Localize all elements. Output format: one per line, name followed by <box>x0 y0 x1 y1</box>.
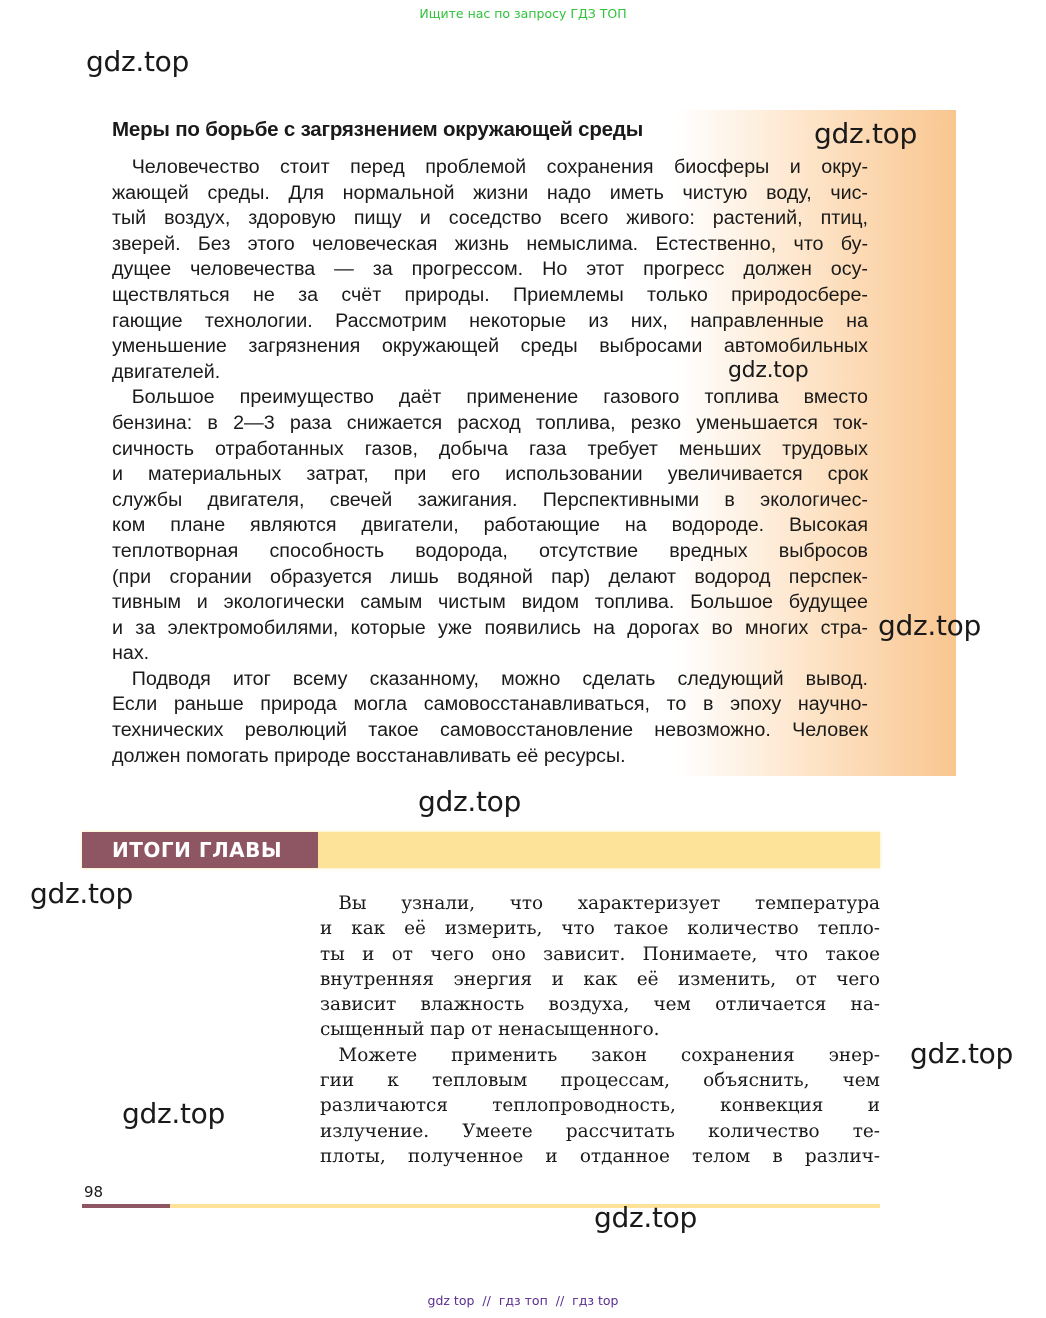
text-line: технических революций такое самовосстановление невозможно. Человек <box>112 719 868 742</box>
text-line: Можете применить закон сохранения энер- <box>320 1044 880 1066</box>
text-line: сыщенный пар от ненасыщенного. <box>320 1019 660 1041</box>
text-line: плоты, полученное и отданное телом в различ- <box>320 1145 880 1167</box>
chapter-summary-heading: ИТОГИ ГЛАВЫ <box>82 832 318 868</box>
text-line: Человечество стоит перед проблемой сохранения биосферы и окру- <box>112 156 868 178</box>
text-line: бензина: в 2—3 раза снижается расход топлива, резко уменьшается ток- <box>112 411 868 434</box>
link-gdz-top-mixed[interactable]: гдз top <box>572 1293 619 1308</box>
text-line: Подводя итог всему сказанному, можно сделать следующий вывод. <box>112 667 868 690</box>
text-line: зависит влажность воздуха, чем отличается на- <box>320 994 880 1016</box>
text-line: сичность отработанных газов, добыча газа требует меньших трудовых <box>112 437 868 460</box>
watermark-text: gdz.top <box>728 358 809 383</box>
link-gdz-top-ru[interactable]: гдз топ <box>498 1293 548 1308</box>
text-line: уменьшение загрязнения окружающей среды выбросами автомобильных <box>112 335 868 358</box>
text-line: должен помогать природе восстанавливать её ресурсы. <box>112 744 626 767</box>
watermark-text: gdz.top <box>122 1097 225 1130</box>
link-gdz-top[interactable]: gdz top <box>427 1293 475 1308</box>
text-line: различаются теплопроводность, конвекция и <box>320 1095 880 1117</box>
watermark-text: gdz.top <box>30 877 133 910</box>
text-line: ком плане являются двигатели, работающие на водороде. Высокая <box>112 514 868 537</box>
text-line: Вы узнали, что характеризует температура <box>320 893 880 914</box>
page-number: 98 <box>84 1183 104 1201</box>
text-line: внутренняя энергия и как её изменить, от чего <box>320 968 880 990</box>
text-line: Если раньше природа могла самовосстанавливаться, то в эпоху научно- <box>112 693 868 716</box>
footer-rule-accent <box>82 1204 170 1208</box>
text-line: дущее человечества — за прогрессом. Но этот прогресс должен осу- <box>112 258 868 281</box>
watermark-text: gdz.top <box>418 785 521 818</box>
separator: // <box>555 1293 565 1308</box>
text-line: ты и от чего оно зависит. Понимаете, что такое <box>320 943 880 965</box>
watermark-text: gdz.top <box>814 117 917 150</box>
watermark-text: gdz.top <box>86 45 189 78</box>
text-line: (при сгорании образуется лишь водяной пар) делают водород перспек- <box>112 565 868 588</box>
text-line: ществляться не за счёт природы. Приемлемы только природосбере- <box>112 283 868 306</box>
watermark-text: gdz.top <box>910 1037 1013 1070</box>
bottom-links <box>0 1293 1046 1308</box>
watermark-text: gdz.top <box>878 609 981 642</box>
text-line: тый воздух, здоровую пищу и соседство всего живого: растений, птиц, <box>112 207 868 230</box>
text-line: тивным и экологически самым чистым видом топлива. Большое будущее <box>112 591 868 614</box>
text-line: гающие технологии. Рассмотрим некоторые из них, направленные на <box>112 309 868 332</box>
text-line: Большое преимущество даёт применение газового топлива вместо <box>112 386 868 409</box>
text-line: службы двигателя, свечей зажигания. Перспективными в экологичес- <box>112 488 868 511</box>
chapter-summary-text <box>320 891 880 1169</box>
text-line: и материальных затрат, при его использовании увеличивается срок <box>112 463 868 486</box>
text-line: гии к тепловым процессам, объяснить, чем <box>320 1070 880 1092</box>
text-line: и за электромобилями, которые уже появились на дорогах во многих стра- <box>112 616 868 639</box>
text-line: зверей. Без этого человеческая жизнь немыслима. Естественно, что бу- <box>112 232 868 255</box>
watermark-text: gdz.top <box>594 1201 697 1234</box>
text-line: излучение. Умеете рассчитать количество те- <box>320 1120 880 1142</box>
text-line: жающей среды. Для нормальной жизни надо иметь чистую воду, чис- <box>112 181 868 204</box>
separator: // <box>482 1293 491 1308</box>
section-body <box>112 155 868 769</box>
text-line: нах. <box>112 642 150 665</box>
section-title: Меры по борьбе с загрязнением окружающей среды <box>112 118 644 141</box>
footer-rule <box>82 1204 880 1208</box>
search-hint-banner: Ищите нас по запросу ГДЗ ТОП <box>419 6 627 21</box>
text-line: теплотворная способность водорода, отсутствие вредных выбросов <box>112 539 868 562</box>
text-line: двигателей. <box>112 360 221 383</box>
text-line: и как её измерить, что такое количество тепло- <box>320 918 880 940</box>
